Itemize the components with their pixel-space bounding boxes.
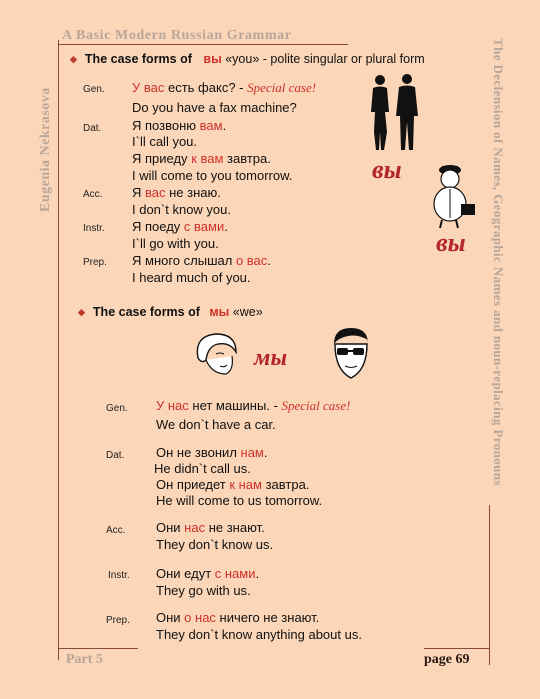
case-dat: Dat. xyxy=(106,450,125,461)
case-gen: Gen. xyxy=(83,84,105,95)
example-ru xyxy=(156,610,319,625)
example-ru xyxy=(132,80,316,96)
example-ru xyxy=(156,520,265,535)
highlight: с вами xyxy=(183,219,225,234)
text: завтра. xyxy=(261,477,310,492)
case-instr: Instr. xyxy=(108,570,130,581)
case-gen: Gen. xyxy=(106,403,128,414)
example-ru xyxy=(132,151,271,166)
bottom-rule-right xyxy=(424,648,490,649)
highlight: вас xyxy=(145,185,166,200)
example-en: Do you have a fax machine? xyxy=(132,100,297,115)
highlight: к вам xyxy=(191,151,224,166)
man-sunglasses-icon xyxy=(328,326,374,382)
couple-silhouette-icon xyxy=(360,72,430,152)
text: Они xyxy=(156,520,185,535)
example-en: He didn`t call us. xyxy=(154,461,251,476)
text: завтра. xyxy=(223,151,271,166)
note: - polite singular or plural form xyxy=(262,52,425,66)
highlight: У нас xyxy=(156,398,189,413)
example-en: I`ll go with you. xyxy=(132,236,219,251)
bullet-icon: ◆ xyxy=(70,54,77,64)
case-prep: Prep. xyxy=(83,257,107,268)
example-ru xyxy=(156,477,309,492)
title-prefix: The case forms of xyxy=(84,52,192,66)
example-ru xyxy=(156,398,350,414)
text: Он приедет xyxy=(156,477,230,492)
example-en: He will come to us tomorrow. xyxy=(156,493,323,508)
part-label: Part 5 xyxy=(66,652,103,667)
case-instr: Instr. xyxy=(83,223,105,234)
label-my: мы xyxy=(254,345,288,371)
example-ru xyxy=(132,253,271,268)
text: есть факс? - xyxy=(164,80,248,95)
highlight: У вас xyxy=(132,80,165,95)
text: . xyxy=(267,253,271,268)
highlight: о нас xyxy=(184,610,216,625)
label-vy-small: вы xyxy=(436,228,466,257)
special-case: Special case! xyxy=(247,80,317,95)
text: не знают. xyxy=(205,520,265,535)
text: не знаю. xyxy=(165,185,221,200)
highlight: о вас xyxy=(235,253,268,268)
text: Я поеду xyxy=(132,219,184,234)
section-my-title xyxy=(78,305,263,319)
title-prefix: The case forms of xyxy=(92,305,200,319)
highlight: с нами xyxy=(214,566,256,581)
example-ru xyxy=(132,185,221,200)
text: Я приеду xyxy=(132,151,192,166)
highlight: нам xyxy=(240,445,264,460)
text: Я много слышал xyxy=(132,253,236,268)
example-en: They don`t know us. xyxy=(156,537,274,552)
text: . xyxy=(255,566,260,581)
highlight: нас xyxy=(184,520,206,535)
case-acc: Acc. xyxy=(106,525,126,536)
highlight: вам xyxy=(199,118,223,133)
example-en: I don`t know you. xyxy=(132,202,231,217)
left-vertical-rule xyxy=(58,40,59,660)
example-en: We don`t have a car. xyxy=(156,417,276,432)
section-vy-title xyxy=(70,52,425,66)
example-ru xyxy=(132,118,226,133)
highlight: к нам xyxy=(229,477,262,492)
example-en: I will come to you tomorrow. xyxy=(132,168,293,183)
top-rule xyxy=(58,44,348,45)
text: . xyxy=(224,219,228,234)
text: Я xyxy=(132,185,145,200)
right-vertical-rule xyxy=(489,505,490,665)
author-name: Eugenia Nekrasova xyxy=(38,87,53,212)
example-en: They don`t know anything about us. xyxy=(156,627,362,642)
case-acc: Acc. xyxy=(83,189,103,200)
gloss: «you» xyxy=(225,52,260,66)
text: нет машины. - xyxy=(188,398,282,413)
bullet-icon: ◆ xyxy=(78,307,85,317)
text: ничего не знают. xyxy=(215,610,320,625)
text: Он не звонил xyxy=(156,445,241,460)
label-vy-big: вы xyxy=(372,155,402,184)
bottom-rule-left xyxy=(58,648,138,649)
example-en: I`ll call you. xyxy=(132,134,198,149)
example-ru xyxy=(132,219,228,234)
pronoun-vy: вы xyxy=(203,52,222,66)
woman-face-icon xyxy=(190,330,246,380)
example-ru xyxy=(156,445,268,460)
special-case: Special case! xyxy=(281,398,351,413)
text: Я позвоню xyxy=(132,118,200,133)
gloss: «we» xyxy=(232,305,263,319)
businessman-icon xyxy=(428,162,486,230)
book-title: A Basic Modern Russian Grammar xyxy=(62,28,292,43)
text: Они едут xyxy=(156,566,215,581)
chapter-title: The Declension of Names, Geographic Names and noun-replacing Pronouns xyxy=(491,38,506,486)
text: . xyxy=(222,118,227,133)
pronoun-my: мы xyxy=(209,305,230,319)
example-en: They go with us. xyxy=(156,583,251,598)
case-prep: Prep. xyxy=(106,615,130,626)
page-number: page 69 xyxy=(424,652,470,667)
case-dat: Dat. xyxy=(83,123,102,134)
example-ru xyxy=(156,566,259,581)
example-en: I heard much of you. xyxy=(132,270,251,285)
text: . xyxy=(263,445,268,460)
text: Они xyxy=(156,610,185,625)
